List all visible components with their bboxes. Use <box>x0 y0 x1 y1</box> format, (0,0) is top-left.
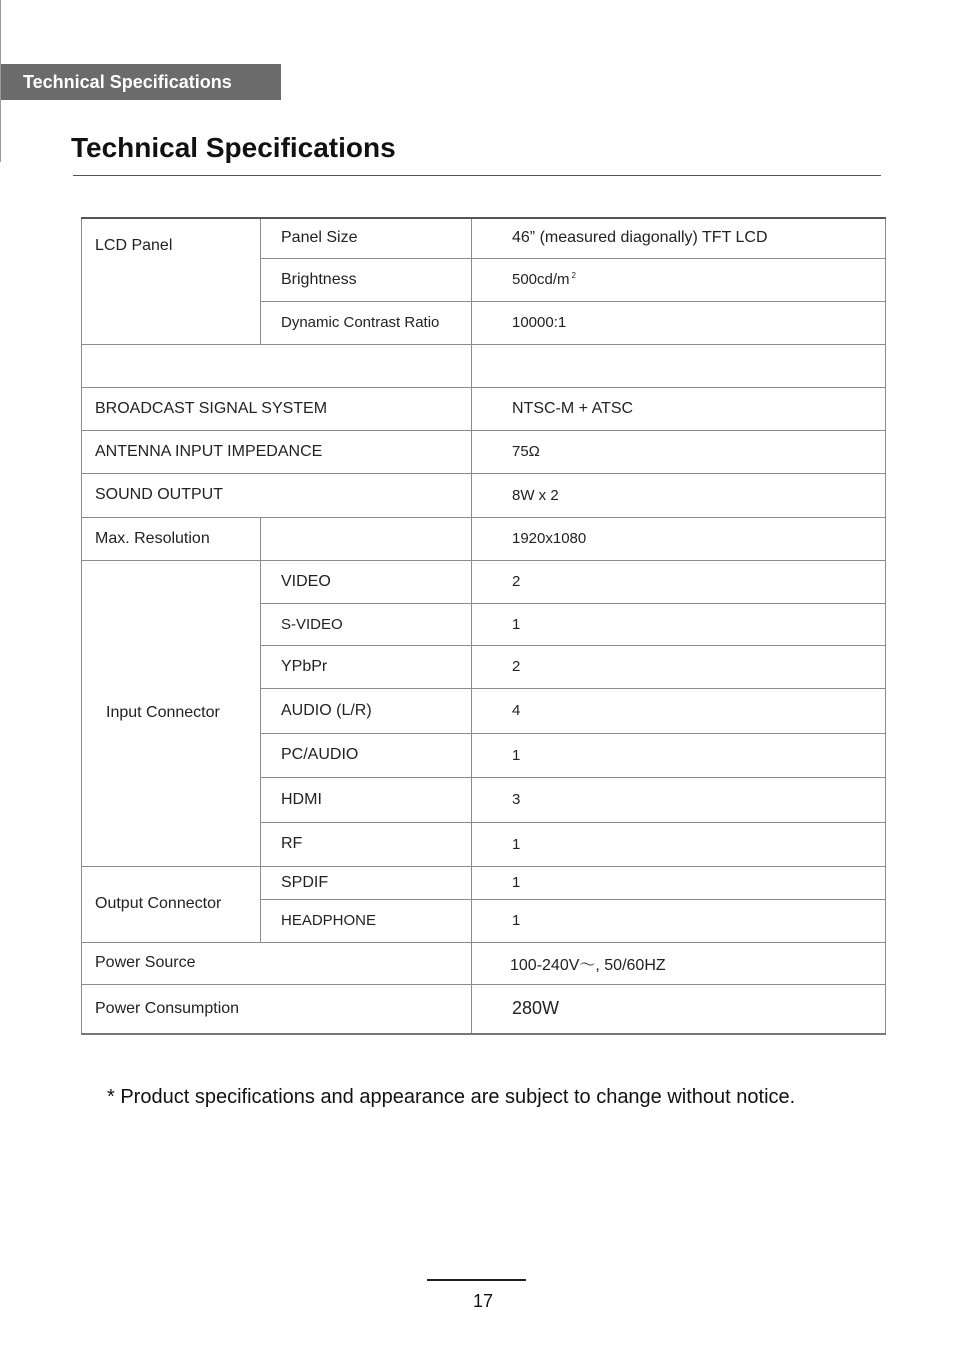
page-number: 17 <box>472 1291 494 1311</box>
input-item-name: HDMI <box>261 777 472 822</box>
output-item-value: 1 <box>472 866 886 899</box>
input-item-name: PC/AUDIO <box>261 733 472 777</box>
footnote: * Product specifications and appearance are subject to change without notice. <box>107 1086 796 1108</box>
power-consumption-label: Power Consumption <box>82 984 472 1034</box>
input-item-name: VIDEO <box>261 560 472 603</box>
power-source-label: Power Source <box>82 942 472 984</box>
input-item-value: 1 <box>472 603 886 645</box>
lcd-panel-label: LCD Panel <box>82 218 261 344</box>
input-item-name: RF <box>261 822 472 866</box>
input-item-value: 1 <box>472 822 886 866</box>
input-item-value: 2 <box>472 645 886 688</box>
sound-label: SOUND OUTPUT <box>82 473 472 517</box>
input-item-value: 2 <box>472 560 886 603</box>
input-connector-label: Input Connector <box>82 560 261 866</box>
page-number-rule <box>427 1279 526 1281</box>
input-item-value: 1 <box>472 733 886 777</box>
input-item-name: AUDIO (L/R) <box>261 688 472 733</box>
output-connector-label: Output Connector <box>82 866 261 942</box>
empty-cell <box>82 344 472 387</box>
contrast-label: Dynamic Contrast Ratio <box>261 301 472 344</box>
broadcast-value: NTSC-M + ATSC <box>472 387 886 430</box>
input-item-name: YPbPr <box>261 645 472 688</box>
broadcast-label: BROADCAST SIGNAL SYSTEM <box>82 387 472 430</box>
empty-cell <box>261 517 472 560</box>
antenna-value: 75Ω <box>472 430 886 473</box>
title-divider <box>73 175 881 176</box>
power-source-value: 100-240V～, 50/60HZ <box>472 942 886 984</box>
resolution-label: Max. Resolution <box>82 517 261 560</box>
antenna-label: ANTENNA INPUT IMPEDANCE <box>82 430 472 473</box>
output-item-name: HEADPHONE <box>261 899 472 942</box>
input-item-name: S-VIDEO <box>261 603 472 645</box>
output-item-name: SPDIF <box>261 866 472 899</box>
section-tab: Technical Specifications <box>1 64 281 100</box>
power-consumption-value: 280W <box>472 984 886 1034</box>
brightness-label: Brightness <box>261 258 472 301</box>
output-item-value: 1 <box>472 899 886 942</box>
empty-cell <box>472 344 886 387</box>
resolution-value: 1920x1080 <box>472 517 886 560</box>
input-item-value: 3 <box>472 777 886 822</box>
panel-size-label: Panel Size <box>261 218 472 258</box>
panel-size-value: 46” (measured diagonally) TFT LCD <box>472 218 886 258</box>
spec-table <box>81 217 886 1035</box>
contrast-value: 10000:1 <box>472 301 886 344</box>
input-item-value: 4 <box>472 688 886 733</box>
brightness-value: 500cd/m $^2$ <box>472 258 886 301</box>
page-title: Technical Specifications <box>71 132 396 163</box>
sound-value: 8W x 2 <box>472 473 886 517</box>
